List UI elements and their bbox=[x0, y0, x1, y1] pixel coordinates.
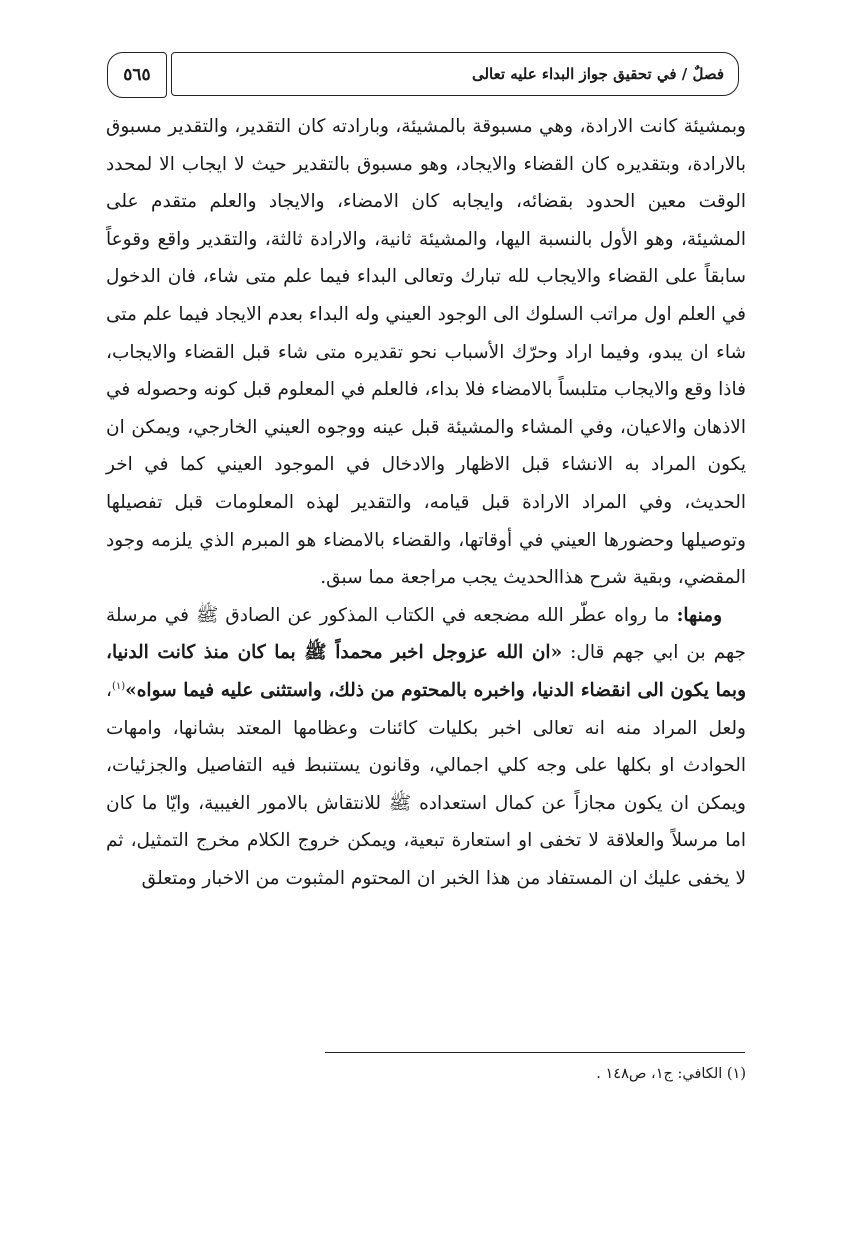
paragraph-2-lead: ومنها: bbox=[676, 604, 722, 626]
paragraph-1: وبمشيئة كانت الارادة، وهي مسبوقة بالمشيئة، وبارادته كان التقدير، والتقدير مسبوق بالارادة، وبتقديره كان القضاء والايجاد، وهو مسبوق بالتقدير حيث لا ايجاب الا لمحدد الوقت معين الحدود بقضائه، وايجابه كان الامضاء، والايجاد والعلم متقدم على المشيئة، وهو الأول بالنسبة اليها، والمشيئة ثانية، والارادة ثالثة، والتقدير واقع وقوعاً سابقاً على القضاء والايجاب لله تبارك وتعالى البداء فيما علم متى شاء، فان الدخول في العلم اول مراتب السلوك الى الوجود العيني وله البداء بعدم الايجاد فيما علم متى شاء ان يبدو، وفيما اراد وحرّك الأسباب نحو تقديره متى شاء قبل القضاء والايجاب، فاذا وقع والايجاب متلبساً بالامضاء فلا بداء، فالعلم في المعلوم قبل كونه وحصوله في الاذهان والاعيان، وفي المشاء والمشيئة قبل عينه ووجوه العيني الخارجي، ويمكن ان يكون المراد به الانشاء قبل الاظهار والادخال في الموجود العيني كما في اخر الحديث، وفي المراد الارادة قبل قيامه، والتقدير لهذه المعلومات قبل تفصيلها وتوصيلها وحضورها العيني في أوقاتها، والقضاء بالامضاء هو المبرم الذي يلزمه وجود المقضي، وبقية شرح هذاالحديث يجب مراجعة مما سبق. bbox=[106, 116, 746, 589]
page-header bbox=[107, 52, 741, 98]
footnote-reference[interactable]: (١) bbox=[111, 680, 126, 692]
paragraph-2-commentary: ، ولعل المراد منه انه تعالى اخبر بكليات كائنات وعظامها المعتد بشانها، وامهات الحوادث او بكلها على وجه كلي اجمالي، وقانون يستنبط فيه التفاصيل والجزئيات، ويمكن ان يكون مجازاً عن كمال استعداده ﷺ للانتقاش بالامور الغيبية، وايّا ما كان اما مرسلاً والعلاقة لا تخفى او استعارة تبعية، ويمكن خروج الكلام مخرج التمثيل، ثم لا يخفى عليك ان المستفاد من هذا الخبر ان المحتوم المثبوت من الاخبار ومتعلق bbox=[106, 679, 746, 889]
section-title: فصلٌ / في تحقيق جواز البداء عليه تعالى bbox=[171, 52, 739, 96]
hadith-quote: «ان الله عزوجل اخبر محمداً ﷺ بما كان منذ كانت الدنيا، وبما يكون الى انقضاء الدنيا، واخبره بالمحتوم من ذلك، واستثنى عليه فيما سواه» bbox=[106, 642, 746, 701]
page-number: ٥٦٥ bbox=[107, 52, 167, 98]
footnote-divider bbox=[325, 1052, 745, 1053]
main-text bbox=[106, 108, 746, 897]
paragraph-2-intro: ما رواه عطّر الله مضجعه في الكتاب المذكور عن الصادق ﷺ في مرسلة جهم بن ابي جهم قال: bbox=[106, 604, 746, 664]
paragraph-2 bbox=[106, 597, 746, 898]
footnote: (١) الكافي: ج١، ص١٤٨ . bbox=[596, 1066, 746, 1082]
